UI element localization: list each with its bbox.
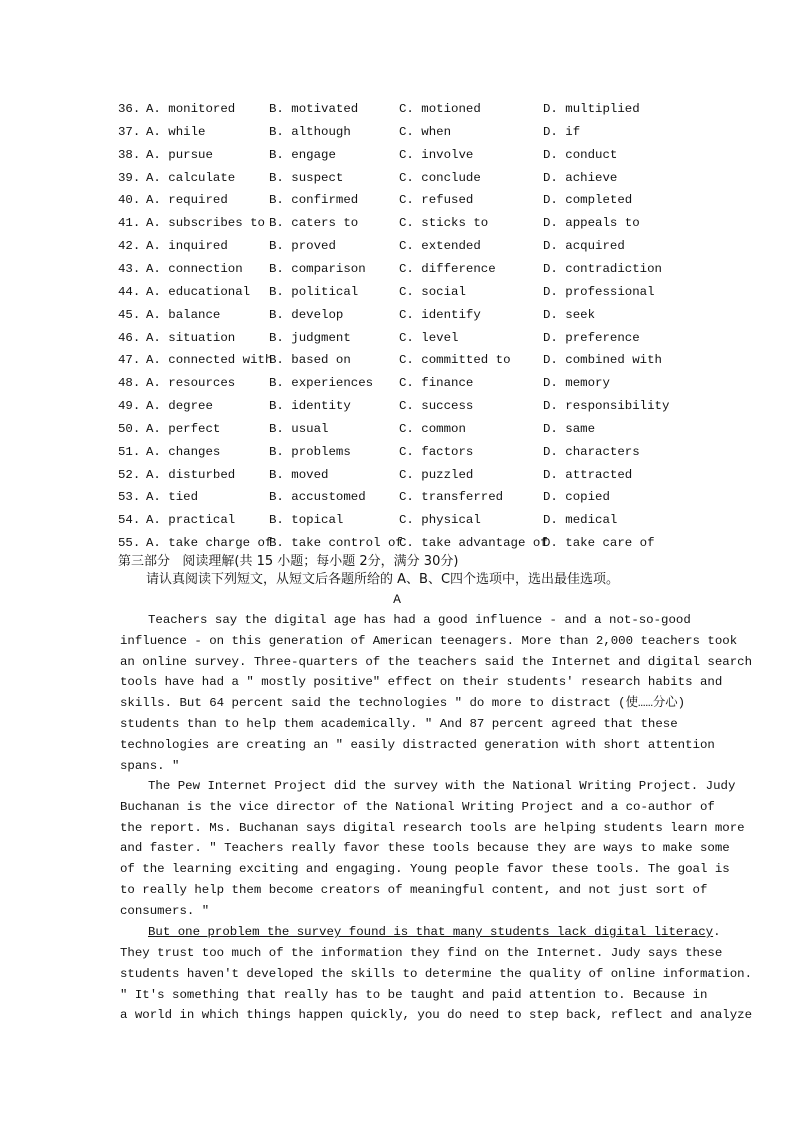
question-number: 37. bbox=[118, 124, 141, 139]
option-c: C. physical bbox=[399, 513, 481, 528]
option-c: C. motioned bbox=[399, 102, 481, 116]
question-row bbox=[118, 122, 688, 142]
option-b: B. moved bbox=[269, 467, 329, 482]
question-number: 50. bbox=[118, 421, 141, 436]
passage-line: to really help them become creators of meaningful content, and not just sort of bbox=[120, 883, 708, 897]
option-c: C. when bbox=[399, 124, 452, 139]
question-number: 36. bbox=[118, 102, 141, 116]
question-row bbox=[118, 396, 688, 416]
option-a: A. take charge of bbox=[146, 536, 273, 551]
passage-line: the report. Ms. Buchanan says digital research tools are helping students learn more bbox=[120, 820, 745, 835]
option-a: A. degree bbox=[146, 399, 213, 414]
option-d: D. seek bbox=[543, 307, 596, 322]
option-a: A. disturbed bbox=[146, 467, 236, 482]
question-row bbox=[118, 99, 688, 119]
option-d: D. multiplied bbox=[543, 102, 640, 116]
question-number: 46. bbox=[118, 330, 141, 345]
option-d: D. memory bbox=[543, 376, 610, 391]
underlined-sentence: But one problem the survey found is that many students lack digital literacy bbox=[148, 925, 714, 939]
option-d: D. medical bbox=[543, 513, 618, 528]
question-number: 40. bbox=[118, 193, 141, 208]
option-a: A. connected with bbox=[146, 353, 273, 368]
option-d: D. attracted bbox=[543, 467, 633, 482]
question-row bbox=[118, 213, 688, 233]
passage-line bbox=[148, 922, 721, 943]
passage-line: " It's something that really has to be taught and paid attention to. Because in bbox=[120, 987, 708, 1002]
question-number: 38. bbox=[118, 147, 141, 162]
passage-line: The Pew Internet Project did the survey with the National Writing Project. Judy bbox=[148, 779, 736, 793]
question-number: 47. bbox=[118, 353, 141, 368]
question-number: 41. bbox=[118, 216, 141, 231]
option-c: C. identify bbox=[399, 307, 481, 322]
passage-line: and faster. " Teachers really favor these tools because they are ways to make some bbox=[120, 841, 730, 856]
question-row bbox=[118, 442, 688, 462]
option-d: D. appeals to bbox=[543, 216, 640, 231]
passage-line: skills. But 64 percent said the technologies " do more to distract (使……分心) bbox=[120, 696, 686, 711]
passage-line: spans. " bbox=[120, 758, 180, 773]
option-b: B. problems bbox=[269, 444, 351, 459]
question-row bbox=[118, 305, 688, 325]
option-b: B. identity bbox=[269, 399, 351, 414]
sentence-tail: . bbox=[713, 925, 721, 939]
option-a: A. changes bbox=[146, 444, 221, 459]
option-d: D. same bbox=[543, 421, 596, 436]
option-c: C. factors bbox=[399, 444, 474, 459]
option-c: C. success bbox=[399, 399, 474, 414]
option-b: B. comparison bbox=[269, 261, 366, 276]
option-d: D. copied bbox=[543, 490, 610, 505]
option-a: A. connection bbox=[146, 261, 243, 276]
passage-line: tools have had a " mostly positive" effect on their students' research habits and bbox=[120, 675, 723, 690]
passage-line: influence - on this generation of American teenagers. More than 2,000 teachers took bbox=[120, 633, 738, 648]
question-row bbox=[118, 487, 688, 507]
option-d: D. take care of bbox=[543, 536, 655, 551]
passage-line: Teachers say the digital age has had a good influence - and a not-so-good bbox=[148, 613, 691, 627]
question-number: 55. bbox=[118, 536, 141, 551]
option-a: A. educational bbox=[146, 284, 251, 299]
question-number: 44. bbox=[118, 284, 141, 299]
option-d: D. professional bbox=[543, 284, 655, 299]
option-c: C. transferred bbox=[399, 490, 504, 505]
option-a: A. resources bbox=[146, 376, 236, 391]
question-row bbox=[118, 328, 688, 348]
option-b: B. take control of bbox=[269, 536, 403, 551]
option-b: B. suspect bbox=[269, 170, 344, 185]
option-a: A. subscribes to bbox=[146, 216, 265, 231]
question-row bbox=[118, 145, 688, 165]
option-c: C. involve bbox=[399, 147, 474, 162]
option-a: A. tied bbox=[146, 490, 199, 505]
passage-line: students haven't developed the skills to determine the quality of online information. bbox=[120, 966, 753, 981]
option-b: B. usual bbox=[269, 421, 329, 436]
option-b: B. topical bbox=[269, 513, 344, 528]
option-b: B. experiences bbox=[269, 376, 374, 391]
option-c: C. extended bbox=[399, 239, 481, 254]
question-number: 53. bbox=[118, 490, 141, 505]
option-b: B. motivated bbox=[269, 102, 359, 116]
question-number: 42. bbox=[118, 239, 141, 254]
option-a: A. practical bbox=[146, 513, 236, 528]
option-d: D. preference bbox=[543, 330, 640, 345]
option-b: B. develop bbox=[269, 307, 344, 322]
option-d: D. achieve bbox=[543, 170, 618, 185]
option-a: A. calculate bbox=[146, 170, 236, 185]
option-a: A. required bbox=[146, 193, 228, 208]
option-c: C. conclude bbox=[399, 170, 481, 185]
option-d: D. responsibility bbox=[543, 399, 670, 414]
passage-line: an online survey. Three-quarters of the teachers said the Internet and digital search bbox=[120, 654, 753, 669]
passage-line: They trust too much of the information they find on the Internet. Judy says these bbox=[120, 946, 723, 960]
question-number: 43. bbox=[118, 261, 141, 276]
option-c: C. committed to bbox=[399, 353, 511, 368]
passage-line: of the learning exciting and engaging. Young people favor these tools. The goal is bbox=[120, 862, 730, 877]
option-d: D. combined with bbox=[543, 353, 662, 368]
option-b: B. confirmed bbox=[269, 193, 359, 208]
option-b: B. judgment bbox=[269, 330, 351, 345]
question-number: 49. bbox=[118, 399, 141, 414]
question-row bbox=[118, 419, 688, 439]
option-c: C. social bbox=[399, 284, 466, 299]
question-number: 52. bbox=[118, 467, 141, 482]
option-c: C. refused bbox=[399, 193, 474, 208]
question-row bbox=[118, 510, 688, 530]
question-number: 45. bbox=[118, 307, 141, 322]
section-instruction: 请认真阅读下列短文，从短文后各题所给的 A、B、C四个选项中，选出最佳选项。 bbox=[146, 572, 620, 587]
question-row bbox=[118, 259, 688, 279]
question-row bbox=[118, 282, 688, 302]
option-a: A. pursue bbox=[146, 147, 213, 162]
question-row bbox=[118, 533, 688, 553]
option-a: A. balance bbox=[146, 307, 221, 322]
question-number: 39. bbox=[118, 170, 141, 185]
question-row bbox=[118, 350, 688, 370]
option-a: A. inquired bbox=[146, 239, 228, 254]
question-row bbox=[118, 168, 688, 188]
option-a: A. perfect bbox=[146, 421, 221, 436]
passage-line: technologies are creating an " easily distracted generation with short attention bbox=[120, 737, 715, 752]
option-b: B. engage bbox=[269, 147, 336, 162]
question-row bbox=[118, 465, 688, 485]
option-a: A. monitored bbox=[146, 102, 236, 116]
option-d: D. conduct bbox=[543, 147, 618, 162]
passage-line: Buchanan is the vice director of the National Writing Project and a co-author of bbox=[120, 799, 715, 814]
option-d: D. acquired bbox=[543, 239, 625, 254]
option-c: C. finance bbox=[399, 376, 474, 391]
option-b: B. although bbox=[269, 124, 351, 139]
question-number: 54. bbox=[118, 513, 141, 528]
option-d: D. if bbox=[543, 124, 581, 139]
passage-line: consumers. " bbox=[120, 903, 210, 918]
option-d: D. completed bbox=[543, 193, 633, 208]
option-c: C. difference bbox=[399, 261, 496, 276]
section-heading: 第三部分 阅读理解(共 15 小题；每小题 2分，满分 30分) bbox=[118, 554, 459, 569]
option-b: B. accustomed bbox=[269, 490, 366, 505]
question-number: 48. bbox=[118, 376, 141, 391]
passage-line: students than to help them academically. " And 87 percent agreed that these bbox=[120, 717, 678, 731]
option-c: C. sticks to bbox=[399, 216, 489, 231]
option-d: D. contradiction bbox=[543, 261, 662, 276]
option-b: B. based on bbox=[269, 353, 351, 368]
option-c: C. take advantage of bbox=[399, 536, 548, 551]
option-b: B. caters to bbox=[269, 216, 359, 231]
option-c: C. puzzled bbox=[399, 467, 474, 482]
question-row bbox=[118, 190, 688, 210]
option-a: A. situation bbox=[146, 330, 236, 345]
option-c: C. common bbox=[399, 421, 466, 436]
passage-letter: A bbox=[393, 592, 401, 607]
question-row bbox=[118, 373, 688, 393]
option-b: B. political bbox=[269, 284, 359, 299]
question-number: 51. bbox=[118, 444, 141, 459]
option-c: C. level bbox=[399, 330, 459, 345]
option-b: B. proved bbox=[269, 239, 336, 254]
question-row bbox=[118, 236, 688, 256]
option-d: D. characters bbox=[543, 444, 640, 459]
passage-line: a world in which things happen quickly, you do need to step back, reflect and analyze bbox=[120, 1008, 753, 1023]
option-a: A. while bbox=[146, 124, 206, 139]
